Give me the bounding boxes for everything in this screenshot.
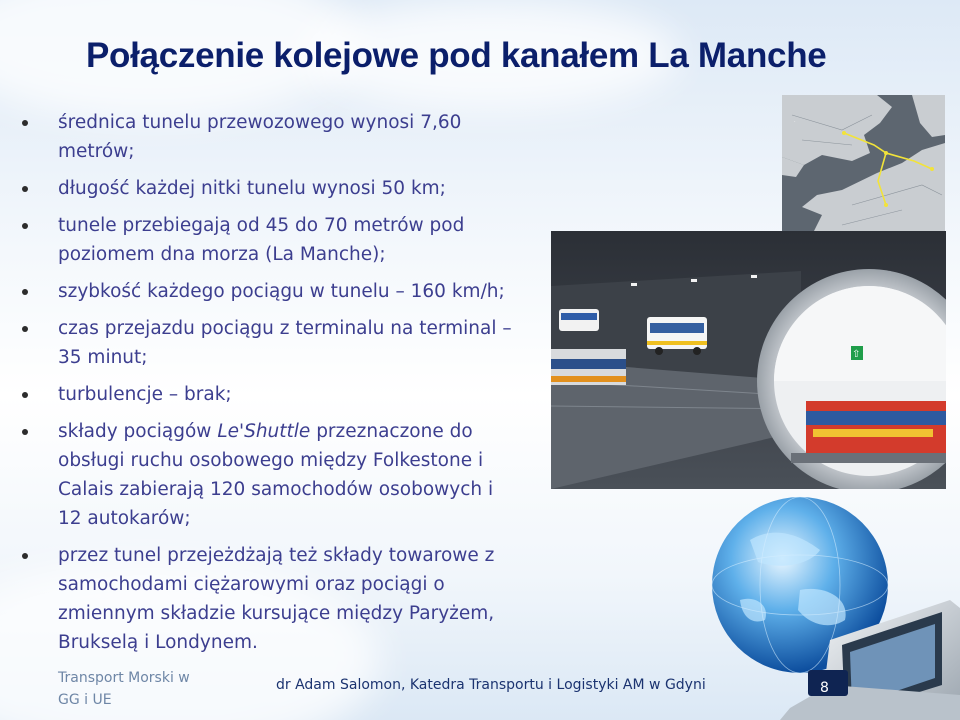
bullet-item (22, 314, 522, 372)
bullet-item (22, 174, 522, 203)
bullet-item (22, 211, 522, 269)
slide-number: 8 (820, 680, 829, 696)
bullet-item (22, 277, 522, 306)
bullet-dot (22, 186, 28, 192)
bullet-item (22, 380, 522, 409)
bullet-text-end: przeznaczone do obsługi ruchu osobowego między Folkestone i Calais zabierają 120 samochodów osobowych i 12 autokarów; (58, 421, 494, 529)
bullet-text: czas przejazdu pociągu z terminalu na terminal – 35 minut; (58, 318, 512, 368)
footer-course-title: Transport Morski w GG i UE (58, 670, 190, 708)
tunnel-cutaway-image (551, 231, 946, 489)
footer-author: dr Adam Salomon, Katedra Transportu i Logistyki AM w Gdyni (276, 677, 706, 693)
bullet-dot (22, 429, 28, 435)
channel-map-image (782, 95, 945, 235)
bullet-text: średnica tunelu przewozowego wynosi 7,60 metrów; (58, 112, 462, 162)
bullet-dot (22, 120, 28, 126)
bullet-list (22, 108, 522, 665)
bullet-text: turbulencje – brak; (58, 384, 232, 405)
bullet-dot (22, 223, 28, 229)
bullet-item (22, 108, 522, 166)
shuttle-name: Le'Shuttle (217, 421, 311, 442)
map-label: · (794, 119, 796, 125)
bullet-text: przez tunel przejeżdżają też składy towarowe z samochodami ciężarowymi oraz pociągi o zmiennym składzie kursujące między Paryżem, Brukselą i Londynem. (58, 545, 495, 653)
bullet-text: tunele przebiegają od 45 do 70 metrów pod poziomem dna morza (La Manche); (58, 215, 465, 265)
bullet-dot (22, 289, 28, 295)
exit-sign-icon: ⇧ (852, 349, 861, 360)
bullet-text: długość każdej nitki tunelu wynosi 50 km; (58, 178, 446, 199)
bullet-dot (22, 326, 28, 332)
bullet-dot (22, 553, 28, 559)
slide-title: Połączenie kolejowe pod kanałem La Manche (86, 36, 827, 75)
bullet-item (22, 541, 522, 657)
bullet-item-shuttle (22, 417, 522, 533)
bullet-dot (22, 392, 28, 398)
bullet-text: szybkość każdego pociągu w tunelu – 160 km/h; (58, 281, 505, 302)
bullet-text-start: składy pociągów (58, 421, 218, 442)
